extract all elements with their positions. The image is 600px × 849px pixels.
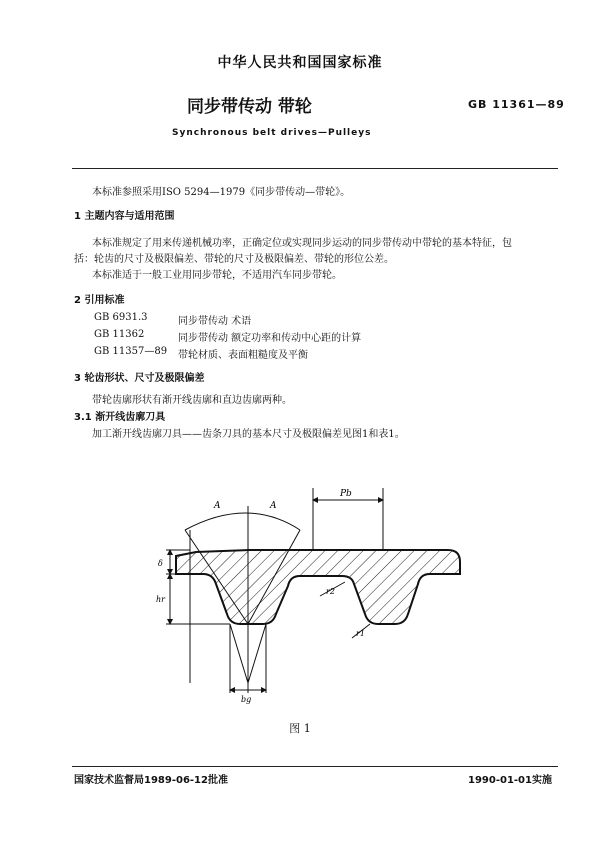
- implementation-date: 1990-01-01实施: [468, 775, 552, 786]
- tooth-height-label: hr: [156, 595, 165, 604]
- section-3-1-title: 3.1 渐开线齿廓刀具: [74, 412, 166, 423]
- reference-code: GB 11362: [94, 329, 145, 340]
- standard-org-header: 中华人民共和国国家标准: [217, 55, 383, 71]
- section-2-title: 2 引用标准: [74, 295, 125, 306]
- figure-caption: 图 1: [289, 722, 311, 735]
- reference-code: GB 11357—89: [94, 346, 168, 357]
- reference-name: 带轮材质、表面粗糙度及平衡: [178, 350, 308, 361]
- standard-code: GB 11361—89: [468, 98, 565, 111]
- rack-tooth-profile-figure: [130, 478, 480, 710]
- section-3-paragraph: 带轮齿廓形状有渐开线齿廓和直边齿廓两种。: [92, 395, 292, 406]
- intro-paragraph: 本标准参照采用ISO 5294—1979《同步带传动—带轮》。: [92, 187, 351, 198]
- reference-name: 同步带传动 额定功率和传动中心距的计算: [178, 333, 362, 344]
- tooth-angle-arc: [185, 513, 300, 530]
- page-title: 同步带传动 带轮: [187, 97, 312, 117]
- approval-date: 国家技术监督局1989-06-12批准: [74, 775, 228, 786]
- section-1-paragraph-line2: 括：轮齿的尺寸及极限偏差、带轮的尺寸及极限偏差、带轮的形位公差。: [74, 254, 394, 265]
- rack-cutter-body: [176, 550, 460, 624]
- r1-label: r1: [356, 629, 365, 638]
- section-3-1-paragraph: 加工渐开线齿廓刀具——齿条刀具的基本尺寸及极限偏差见图1和表1。: [92, 429, 405, 440]
- section-3-title: 3 轮齿形状、尺寸及极限偏差: [74, 373, 205, 384]
- section-1-paragraph-2: 本标准适于一般工业用同步带轮，不适用汽车同步带轮。: [92, 270, 342, 281]
- delta-label: δ: [158, 559, 163, 568]
- tooth-width-label: bg: [241, 695, 252, 704]
- tooth-v-line-left: [230, 624, 248, 683]
- reference-code: GB 6931.3: [94, 312, 148, 323]
- pitch-label: Pb: [340, 489, 352, 499]
- angle-label-right: A: [270, 501, 277, 511]
- r2-label: r2: [326, 587, 335, 596]
- section-1-title: 1 主题内容与适用范围: [74, 211, 175, 222]
- section-1-paragraph-line1: 本标准规定了用来传递机械功率，正确定位或实现同步运动的同步带传动中带轮的基本特征，包: [92, 238, 512, 249]
- top-divider: [72, 168, 558, 169]
- angle-label-left: A: [214, 501, 221, 511]
- english-title: Synchronous belt drives—Pulleys: [172, 128, 372, 138]
- reference-name: 同步带传动 术语: [178, 316, 252, 327]
- footer-divider: [72, 766, 558, 767]
- tooth-v-line-right: [248, 624, 266, 683]
